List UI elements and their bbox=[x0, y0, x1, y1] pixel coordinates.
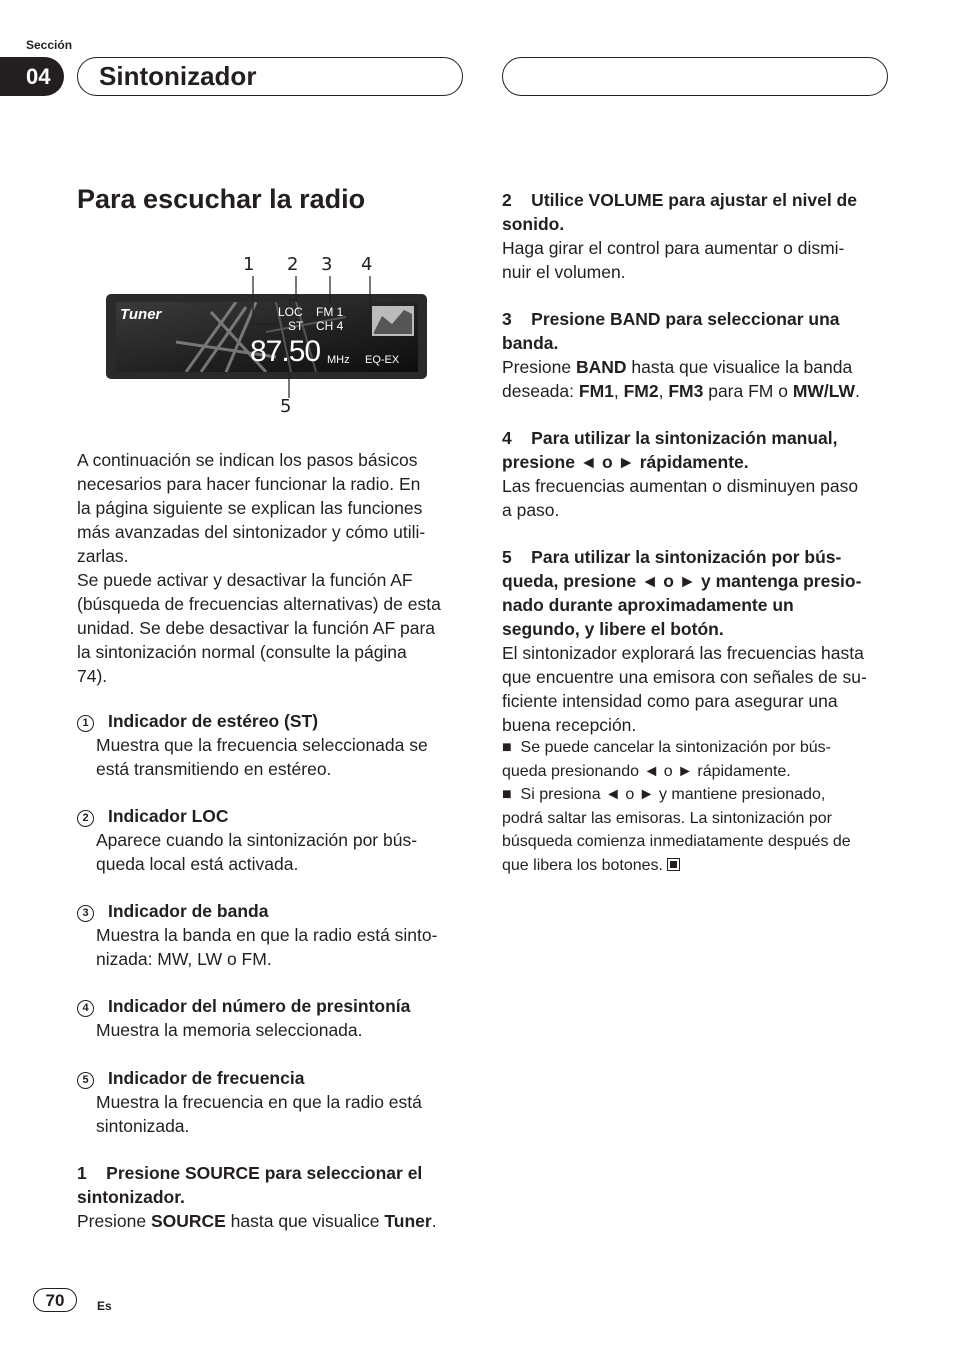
note-line: podrá saltar las emisoras. La sintonización por bbox=[502, 809, 832, 827]
display-st-text: ST bbox=[288, 319, 304, 333]
display-eq: EQ-EX bbox=[365, 354, 400, 366]
intro-line: la página siguiente se explican las funciones bbox=[77, 498, 423, 518]
step-heading: queda, presione ◄ o ► y mantenga presio- bbox=[502, 571, 862, 591]
note-line: queda presionando ◄ o ► rápidamente. bbox=[502, 762, 791, 780]
section-label: Sección bbox=[26, 38, 73, 52]
step-heading: 4 Para utilizar la sintonización manual, bbox=[502, 428, 838, 448]
step-heading: 1 Presione SOURCE para seleccionar el bbox=[77, 1163, 423, 1183]
indicator-number: 1 bbox=[77, 715, 94, 732]
step-line: buena recepción. bbox=[502, 715, 637, 735]
step-line: El sintonizador explorará las frecuencias hasta bbox=[502, 643, 864, 663]
step-line: deseada: FM1, FM2, FM3 para FM o MW/LW. bbox=[502, 381, 860, 401]
step-4 bbox=[502, 426, 902, 522]
step-line: Las frecuencias aumentan o disminuyen paso bbox=[502, 476, 859, 496]
indicator-line: sintonizada. bbox=[96, 1116, 190, 1136]
display-source-text: Tuner bbox=[120, 306, 162, 323]
indicator-5 bbox=[77, 1066, 477, 1138]
indicator-line: Muestra la banda en que la radio está sinto- bbox=[96, 925, 438, 945]
note-line: ■ Si presiona ◄ o ► y mantiene presionado, bbox=[502, 786, 826, 803]
intro-line: Se puede activar y desactivar la función AF bbox=[77, 570, 413, 590]
indicator-number: 3 bbox=[77, 905, 94, 922]
section-title: Sintonizador bbox=[99, 61, 257, 91]
indicator-number: 4 bbox=[77, 1000, 94, 1017]
display-channel-text: CH 4 bbox=[316, 319, 344, 333]
step-3 bbox=[502, 307, 902, 403]
callout-5: 5 bbox=[280, 396, 292, 417]
step-line: Haga girar el control para aumentar o dismi- bbox=[502, 238, 845, 258]
display-band-text: FM 1 bbox=[316, 305, 344, 319]
intro-line: la sintonización normal (consulte la página bbox=[77, 642, 407, 662]
indicator-line: está transmitiendo en estéreo. bbox=[96, 759, 332, 779]
section-number-badge: 04 bbox=[0, 57, 64, 96]
indicator-2 bbox=[77, 804, 477, 876]
intro-paragraph bbox=[77, 448, 477, 688]
indicator-line: Muestra la frecuencia en que la radio está bbox=[96, 1092, 422, 1112]
language-label: Es bbox=[97, 1299, 112, 1313]
indicator-number: 5 bbox=[77, 1072, 94, 1089]
indicator-title: Indicador de banda bbox=[108, 901, 269, 921]
intro-line: zarlas. bbox=[77, 546, 129, 566]
step-heading: sonido. bbox=[502, 214, 565, 234]
step-heading: 5 Para utilizar la sintonización por bús- bbox=[502, 547, 842, 567]
step-line: nuir el volumen. bbox=[502, 262, 626, 282]
indicator-line: Muestra la memoria seleccionada. bbox=[96, 1020, 363, 1040]
indicator-title: Indicador de frecuencia bbox=[108, 1068, 305, 1088]
indicator-3 bbox=[77, 899, 477, 971]
indicator-title: Indicador LOC bbox=[108, 806, 229, 826]
callout-1: 1 bbox=[243, 254, 255, 275]
note-line: ■ Se puede cancelar la sintonización por bús- bbox=[502, 739, 831, 756]
step-heading: banda. bbox=[502, 333, 559, 353]
intro-line: 74). bbox=[77, 666, 108, 686]
note-1 bbox=[502, 736, 902, 783]
note-line: que libera los botones. bbox=[502, 854, 902, 878]
note-2 bbox=[502, 783, 902, 877]
page-number: 70 bbox=[33, 1288, 77, 1312]
step-5 bbox=[502, 545, 902, 737]
indicator-1 bbox=[77, 709, 477, 781]
end-mark-icon bbox=[667, 858, 680, 871]
indicator-title: Indicador de estéreo (ST) bbox=[108, 711, 319, 731]
intro-line: A continuación se indican los pasos básicos bbox=[77, 450, 418, 470]
step-line: que encuentre una emisora con señales de su- bbox=[502, 667, 867, 687]
step-1 bbox=[77, 1161, 477, 1233]
indicator-line: nizada: MW, LW o FM. bbox=[96, 949, 272, 969]
step-heading: sintonizador. bbox=[77, 1187, 185, 1207]
intro-line: más avanzadas del sintonizador y cómo utili- bbox=[77, 522, 426, 542]
indicator-line: queda local está activada. bbox=[96, 854, 299, 874]
indicator-line: Aparece cuando la sintonización por bús- bbox=[96, 830, 418, 850]
intro-line: unidad. Se debe desactivar la función AF para bbox=[77, 618, 436, 638]
intro-line: (búsqueda de frecuencias alternativas) de esta bbox=[77, 594, 441, 614]
note-line: búsqueda comienza inmediatamente después de bbox=[502, 833, 851, 850]
callout-2: 2 bbox=[287, 254, 299, 275]
indicator-4 bbox=[77, 994, 477, 1042]
step-heading: segundo, y libere el botón. bbox=[502, 619, 724, 639]
step-2 bbox=[502, 188, 902, 284]
intro-line: necesarios para hacer funcionar la radio. En bbox=[77, 474, 421, 494]
step-line: ficiente intensidad como para asegurar una bbox=[502, 691, 838, 711]
display-loc-text: LOC bbox=[278, 305, 303, 319]
step-line: a paso. bbox=[502, 500, 560, 520]
step-line: Presione BAND hasta que visualice la banda bbox=[502, 357, 853, 377]
step-heading: presione ◄ o ► rápidamente. bbox=[502, 452, 749, 472]
callout-3: 3 bbox=[321, 254, 333, 275]
page-title: Para escuchar la radio bbox=[77, 184, 366, 214]
step-body: Presione SOURCE hasta que visualice Tuner. bbox=[77, 1211, 437, 1231]
indicator-title: Indicador del número de presintonía bbox=[108, 996, 411, 1016]
indicator-number: 2 bbox=[77, 810, 94, 827]
callout-4: 4 bbox=[361, 254, 373, 275]
step-heading: 3 Presione BAND para seleccionar una bbox=[502, 309, 840, 329]
indicator-line: Muestra que la frecuencia seleccionada se bbox=[96, 735, 428, 755]
display-unit: MHz bbox=[327, 354, 350, 366]
display-frequency: 87.50 bbox=[250, 335, 321, 368]
step-heading: nado durante aproximadamente un bbox=[502, 595, 794, 615]
step-heading: 2 Utilice VOLUME para ajustar el nivel de bbox=[502, 190, 857, 210]
